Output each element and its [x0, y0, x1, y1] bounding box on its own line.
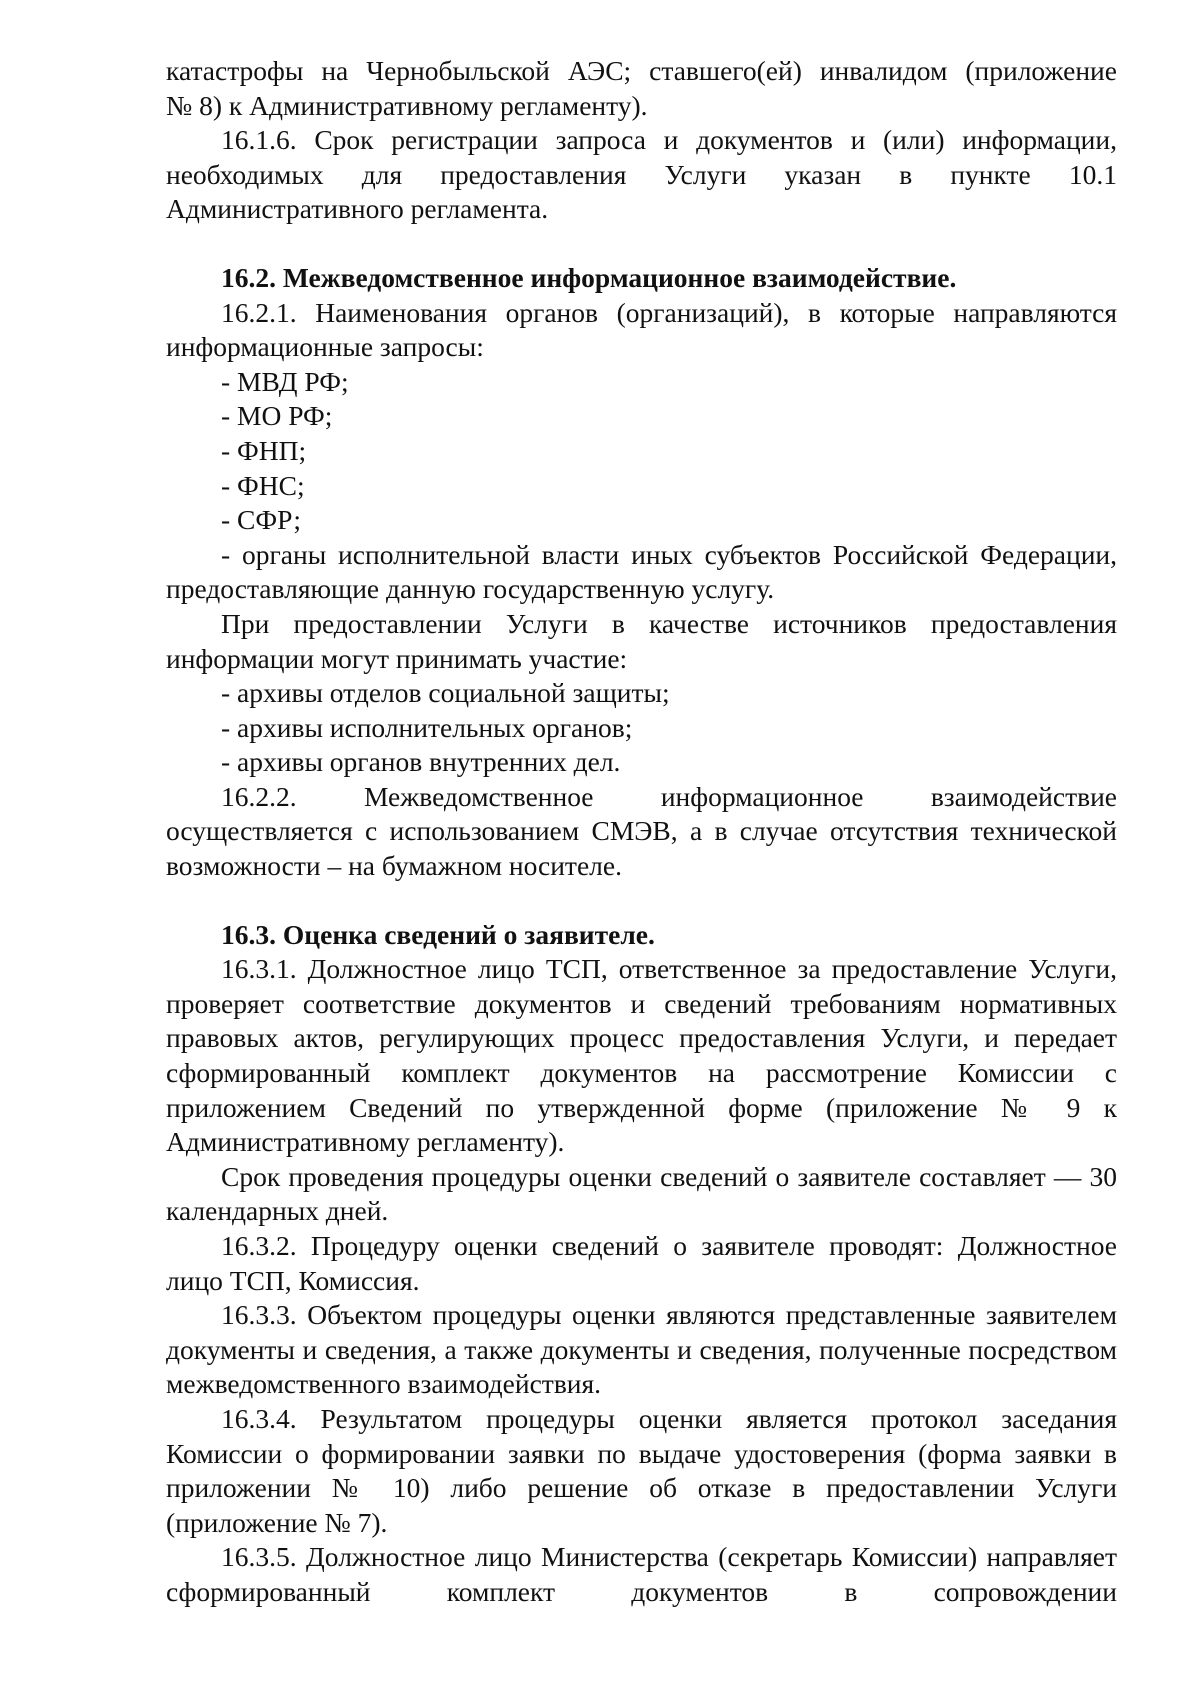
paragraph-intro-line-1: катастрофы на Чернобыльской АЭС; ставшего(ей) инвалидом (приложение	[166, 55, 1117, 86]
paragraph-16-2-1: 16.2.1. Наименования органов (организаций), в которые направляются информационные запросы:	[166, 296, 1117, 363]
paragraph-16-3-5: 16.3.5. Должностное лицо Министерства (секретарь Комиссии) направляет сформированный комплект документов в сопровождении	[166, 1541, 1117, 1607]
paragraph-16-1-6: 16.1.6. Срок регистрации запроса и документов и (или) информации, необходимых для предоставления Услуги указан в пункте 10.1 Административного регламента.	[166, 124, 1117, 225]
paragraph-16-3-4: 16.3.4. Результатом процедуры оценки является протокол заседания Комиссии о формировании заявки по выдаче удостоверения (форма заявки в приложении № 10) либо решение об отказе в предоставлении Услуги (приложение № 7).	[166, 1402, 1117, 1538]
paragraph-16-3-1: 16.3.1. Должностное лицо ТСП, ответственное за предоставление Услуги, проверяет соответствие документов и сведений требованиям нормативных правовых актов, регулирующих процесс предоставления Услуги, и передает сформированный комплект документов на рассмотрение Комиссии с приложением Сведений по утвержденной форме (приложение № 9 к Административному регламенту).	[166, 953, 1117, 1158]
section-gap	[166, 884, 1117, 918]
list-item-org-other: - органы исполнительной власти иных субъектов Российской Федерации, предоставляющие данную государственную услугу.	[166, 538, 1117, 605]
list-item-archive: - архивы отделов социальной защиты;	[221, 677, 670, 709]
list-item-org: - ФНС;	[221, 469, 305, 501]
paragraph-term: Срок проведения процедуры оценки сведений о заявителе составляет — 30 календарных дней.	[166, 1160, 1117, 1227]
paragraph-16-3-2: 16.3.2. Процедуру оценки сведений о заявителе проводят: Должностное лицо ТСП, Комиссия.	[166, 1230, 1117, 1296]
paragraph-16-2-2: 16.2.2. Межведомственное информационное взаимодействие осуществляется с использованием СМЭВ, а в случае отсутствия технической возможности – на бумажном носителе.	[166, 780, 1117, 882]
paragraph-16-3-3: 16.3.3. Объектом процедуры оценки являются представленные заявителем документы и сведения, а также документы и сведения, полученные посредством межведомственного взаимодействия.	[166, 1299, 1117, 1400]
list-item-org: - ФНП;	[221, 434, 307, 466]
list-item-org: - МВД РФ;	[221, 365, 349, 397]
list-item-org: - СФР;	[221, 504, 302, 536]
heading-16-2: 16.2. Межведомственное информационное взаимодействие.	[221, 261, 957, 293]
list-item-archive: - архивы органов внутренних дел.	[221, 746, 621, 778]
heading-16-3: 16.3. Оценка сведений о заявителе.	[221, 918, 655, 950]
list-item-org: - МО РФ;	[221, 400, 333, 432]
paragraph-sources: При предоставлении Услуги в качестве источников предоставления информации могут принимать участие:	[166, 607, 1117, 674]
section-gap	[166, 227, 1117, 261]
paragraph-intro-line-2: № 8) к Административному регламенту).	[166, 89, 648, 121]
list-item-archive: - архивы исполнительных органов;	[221, 711, 633, 743]
